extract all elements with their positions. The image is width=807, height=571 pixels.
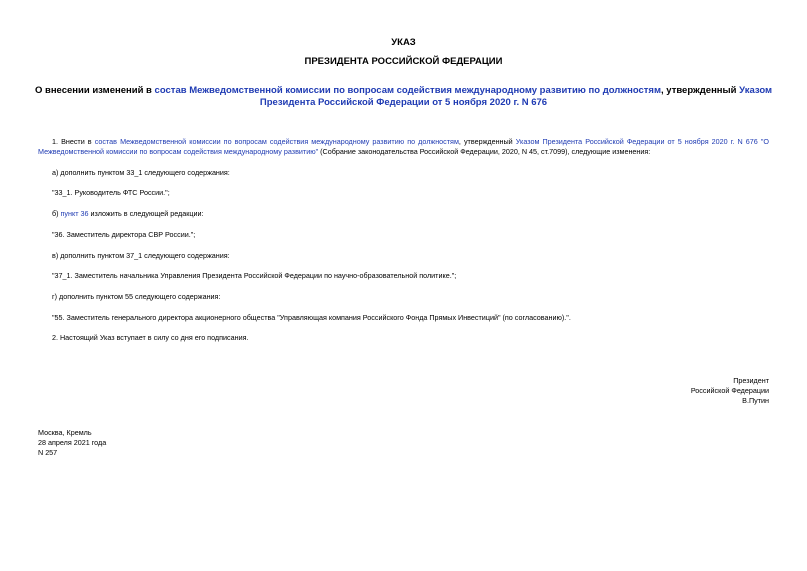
subtitle-prefix: О внесении изменений в bbox=[34, 85, 155, 96]
item-b-text: "36. Заместитель директора СВР России."; bbox=[52, 230, 196, 239]
place-city: Москва, Кремль bbox=[38, 428, 92, 437]
item-b bbox=[52, 209, 204, 218]
signature-line-1: Президент bbox=[733, 376, 769, 385]
p1-middle: , утвержденный bbox=[458, 137, 516, 146]
signature-block bbox=[691, 376, 769, 406]
subtitle-link-decree[interactable]: Указом Президента Российской Федерации от 5 ноября 2020 г. N 676 bbox=[259, 85, 773, 108]
p1-suffix: (Собрание законодательства Российской Федерации, 2020, N 45, ст.7099), следующие изменения: bbox=[318, 147, 651, 156]
item-v-text: "37_1. Заместитель начальника Управления Президента Российской Федерации по научно-образовательной политике."; bbox=[52, 271, 457, 280]
item-g: г) дополнить пунктом 55 следующего содержания: bbox=[52, 292, 221, 301]
paragraph-2: 2. Настоящий Указ вступает в силу со дня его подписания. bbox=[52, 333, 249, 342]
p1-link-commission[interactable]: состав Межведомственной комиссии по вопросам содействия международному развитию по должностям bbox=[94, 137, 459, 146]
signature-line-2: Российской Федерации bbox=[690, 386, 769, 395]
p1-prefix: 1. Внести в bbox=[52, 137, 95, 146]
p1-link-decree[interactable]: Указом Президента Российской Федерации от 5 ноября 2020 г. N 676 "О Межведомственной комиссии по вопросам содействия международному развитию" bbox=[38, 137, 770, 156]
item-b-prefix: б) bbox=[52, 209, 61, 218]
item-b-suffix: изложить в следующей редакции: bbox=[88, 209, 204, 218]
document-issuer: ПРЕЗИДЕНТА РОССИЙСКОЙ ФЕДЕРАЦИИ bbox=[304, 56, 503, 67]
document-subtitle bbox=[30, 85, 777, 109]
document-title: УКАЗ bbox=[391, 37, 416, 48]
item-g-text: "55. Заместитель генерального директора акционерного общества "Управляющая компания Российского Фонда Прямых Инвестиций" (по согласованию).". bbox=[52, 313, 571, 322]
item-a: а) дополнить пунктом 33_1 следующего содержания: bbox=[52, 168, 230, 177]
place-number: N 257 bbox=[38, 448, 58, 457]
subtitle-middle: , утвержденный bbox=[661, 85, 740, 96]
item-a-text: "33_1. Руководитель ФТС России."; bbox=[52, 188, 170, 197]
item-v: в) дополнить пунктом 37_1 следующего содержания: bbox=[52, 251, 230, 260]
place-date: 28 апреля 2021 года bbox=[38, 438, 107, 447]
item-b-link[interactable]: пункт 36 bbox=[60, 209, 89, 218]
paragraph-1 bbox=[38, 137, 769, 157]
subtitle-link-commission[interactable]: состав Межведомственной комиссии по вопросам содействия международному развитию по должностям bbox=[154, 85, 662, 96]
place-date-block bbox=[38, 428, 106, 458]
signature-name: В.Путин bbox=[742, 396, 769, 405]
